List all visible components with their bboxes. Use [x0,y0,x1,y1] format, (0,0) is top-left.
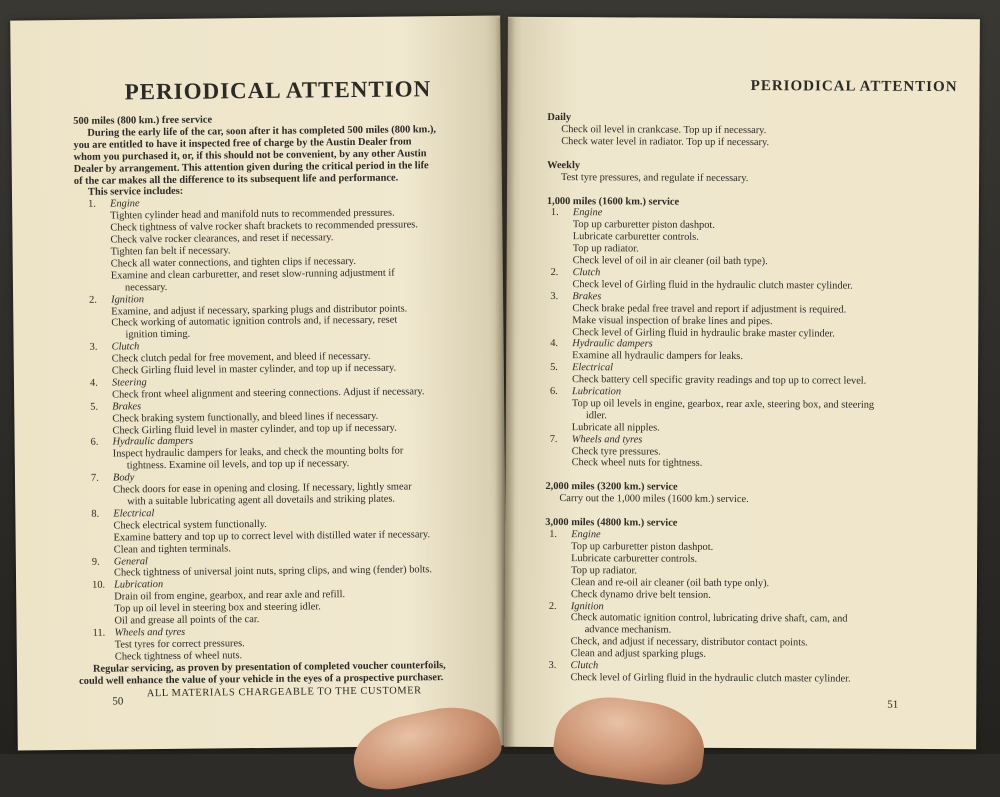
closing-line: could well enhance the value of your vehicle in the eyes of a prospective purchaser. [79,671,444,687]
item-number: 5. [90,401,99,413]
item-line: Tighten cylinder head and manifold nuts to recommended pressures. [110,207,395,222]
item-line: Check level of oil in air cleaner (oil bath type). [572,255,768,268]
left-page-title: PERIODICAL ATTENTION [124,76,432,105]
item-line: Check doors for ease in opening and closing. If necessary, lightly smear [113,481,412,496]
item-line: Check, and adjust if necessary, distributor contact points. [570,636,808,649]
service-item [79,624,489,664]
service-item [546,362,956,388]
item-heading-text: Engine [571,529,601,541]
item-number: 2. [89,294,97,306]
left-page-content [73,76,489,701]
service-item [545,529,955,603]
service-1000-items [546,207,957,471]
right-page-content [544,77,957,686]
materials-notice: ALL MATERIALS CHARGEABLE TO THE CUSTOMER [146,684,422,699]
item-line: Check level of Girling fluid in the hydraulic clutch master cylinder. [570,672,851,685]
item-number: 6. [90,437,99,449]
item-line: Check tightness of wheel nuts. [114,649,243,663]
item-heading-text: Lubrication [114,579,164,591]
item-heading-text: Engine [572,207,603,219]
item-number: 8. [91,508,100,520]
item-line: tightness. Examine oil levels, and top up if necessary. [126,458,350,472]
item-line: Top up carburetter piston dashpot. [572,219,715,232]
service-item [545,601,955,663]
item-line: Top up carburetter piston dashpot. [571,541,714,553]
daily-lines [547,124,957,150]
item-heading-text: Electrical [113,508,155,520]
item-line: Check clutch pedal for free movement, and bleed if necessary. [111,350,371,365]
item-number: 3. [89,341,98,353]
service-item [77,469,487,509]
weekly-lines [547,172,957,186]
service-2000-line: Carry out the 1,000 miles (1600 km.) service. [559,493,749,506]
item-line: Check front wheel alignment and steering connections. Adjust if necessary. [112,386,425,401]
item-line: Check Girling fluid level in master cylinder, and top up if necessary. [111,362,397,377]
item-number: 11. [92,627,106,639]
service-item [75,290,485,342]
item-heading-text: Brakes [112,400,142,413]
service-2000-heading: 2,000 miles (3200 km.) service [545,481,678,494]
right-page-title: PERIODICAL ATTENTION [750,78,958,96]
item-line: Check tyre pressures. [571,445,661,458]
item-line: Lubricate carburetter controls. [571,553,698,565]
item-line: Check braking system functionally, and bleed lines if necessary. [112,410,379,425]
item-line: Examine, and adjust if necessary, sparking plugs and distributor points. [111,302,408,318]
item-number: 1. [88,199,96,211]
item-line: Oil and grease all points of the car. [114,614,260,627]
intro-line: Dealer by arrangement. This attention given during the critical period in the life [73,159,429,175]
item-line: Test tyres for correct pressures. [114,638,245,651]
item-line: Tighten fan belt if necessary. [110,245,231,258]
item-number: 4. [550,338,559,350]
item-line: Check dynamo drive belt tension. [570,588,711,601]
item-line: Check tightness of valve rocker shaft brackets to recommended pressures. [110,219,418,234]
item-line: Check wheel nuts for tightness. [571,457,703,470]
item-line: Drain oil from engine, gearbox, and rear axle and refill. [114,589,346,603]
item-heading-text: Ignition [570,600,604,612]
service-3000-items [544,529,955,686]
item-number: 7. [549,433,558,445]
item-heading-text: Steering [111,377,147,389]
item-line: Check level of Girling fluid in the hydraulic clutch master cylinder. [572,278,853,292]
page-number-right: 51 [887,698,899,711]
right-page [504,17,980,749]
item-number: 3. [548,660,557,672]
item-heading-text: Clutch [570,660,599,672]
left-service-items [74,195,489,664]
item-line: Clean and re-oil air cleaner (oil bath type only). [570,576,770,589]
item-heading-text: Lubrication [571,386,622,398]
service-item [78,552,488,580]
schedule-line: Check oil level in crankcase. Top up if necessary. [561,123,767,137]
item-line: Check all water connections, and tighten clips if necessary. [110,255,356,270]
item-line: necessary. [124,281,168,294]
item-heading-text: Hydraulic dampers [112,436,194,449]
item-number: 3. [550,290,559,302]
book-gutter [495,18,515,748]
closing-line: Regular servicing, as proven by presentation of completed voucher counterfoils, [92,659,446,675]
item-number: 1. [550,207,559,219]
service-1000-heading: 1,000 miles (1600 km.) service [546,195,680,208]
intro-paragraph [73,124,484,188]
item-line: Top up oil levels in engine, gearbox, rear axle, steering box, and steering [571,398,875,411]
service-item [546,434,956,472]
item-line: Check automatic ignition control, lubricating drive shaft, cam, and [570,612,848,625]
item-heading-text: Engine [110,198,140,210]
service-item [74,195,485,295]
item-heading-text: Ignition [111,293,145,306]
item-number: 2. [548,600,557,612]
item-line: Check brake pedal free travel and report if adjustment is required. [572,302,847,316]
service-item [78,576,488,628]
item-line: Lubricate carburetter controls. [572,231,699,244]
item-line: Check working of automatic ignition controls and, if necessary, reset [111,314,398,329]
free-service-heading: 500 miles (800 km.) free service [73,114,213,127]
item-line: Examine and clean carburetter, and reset slow-running adjustment if [110,267,395,282]
intro-line: you are entitled to have it inspected free of charge by the Austin Dealer from [73,136,412,151]
item-line: Top up oil level in steering box and steering idler. [114,601,321,615]
service-item [76,397,486,437]
item-number: 7. [90,472,99,484]
item-line: Top up radiator. [570,564,637,577]
item-line: advance mechanism. [584,624,672,636]
intro-line: During the early life of the car, soon after it has completed 500 miles (800 km.), [87,124,437,139]
service-item [544,660,954,686]
schedule-line: Check water level in radiator. Top up if necessary. [561,135,770,148]
item-number: 5. [550,362,558,374]
item-number: 2. [550,266,559,279]
service-3000-heading: 3,000 miles (4800 km.) service [545,517,678,529]
service-item [546,338,956,364]
service-item [77,433,487,473]
item-line: Examine battery and top up to correct level with distilled water if necessary. [113,528,431,544]
left-page [10,15,508,750]
intro-line: whom you purchased it, or, if this should not be convenient, by any other Austin [73,147,427,163]
weekly-heading: Weekly [547,159,581,171]
item-heading-text: Clutch [572,267,601,279]
item-heading-text: Wheels and tyres [571,433,643,446]
item-line: Check level of Girling fluid in hydraulic brake master cylinder. [572,326,835,339]
item-line: Clean and tighten terminals. [113,542,231,556]
item-line: Clean and adjust sparking plugs. [570,648,706,660]
item-line: Lubricate all nipples. [571,421,660,434]
daily-heading: Daily [547,111,572,124]
item-heading-text: Electrical [572,362,614,374]
item-line: idler. [585,410,607,422]
item-heading-text: Hydraulic dampers [572,338,653,350]
item-line: Top up radiator. [572,243,639,255]
service-item [546,267,956,293]
service-item [546,386,956,436]
service-includes-label: This service includes: [87,186,184,199]
item-line: Check electrical system functionally. [113,518,267,532]
item-number: 9. [91,556,100,568]
item-line: Check Girling fluid level in master cylinder, and top up if necessary. [112,422,397,437]
item-line: Check tightness of universal joint nuts, spring clips, and wing (fender) bolts. [113,564,433,579]
item-number: 10. [92,579,106,592]
service-item [547,207,957,269]
item-number: 6. [549,386,558,398]
schedule-line: Test tyre pressures, and regulate if necessary. [561,171,749,184]
item-heading-text: Wheels and tyres [114,626,186,639]
item-line: Check valve rocker clearances, and reset if necessary. [110,232,334,246]
item-line: Examine all hydraulic dampers for leaks. [572,350,743,363]
service-item [546,291,956,341]
service-item [76,338,486,378]
item-line: with a suitable lubricating agent all dovetails and striking plates. [127,493,396,508]
item-heading-text: Brakes [572,290,602,303]
item-heading-text: General [113,555,148,568]
service-item [77,505,487,557]
item-heading-text: Body [112,472,135,484]
item-line: Check battery cell specific gravity readings and top up to correct level. [571,374,867,387]
item-line: ignition timing. [125,329,191,341]
item-number: 1. [549,529,558,541]
item-number: 4. [89,377,98,389]
intro-line: of the car makes all the difference to its subsequent life and performance. [73,172,399,187]
page-number-left: 50 [112,695,124,708]
item-line: Inspect hydraulic dampers for leaks, and check the mounting bolts for [112,445,404,460]
item-line: Make visual inspection of brake lines and pipes. [572,314,773,327]
item-heading-text: Clutch [111,341,140,353]
